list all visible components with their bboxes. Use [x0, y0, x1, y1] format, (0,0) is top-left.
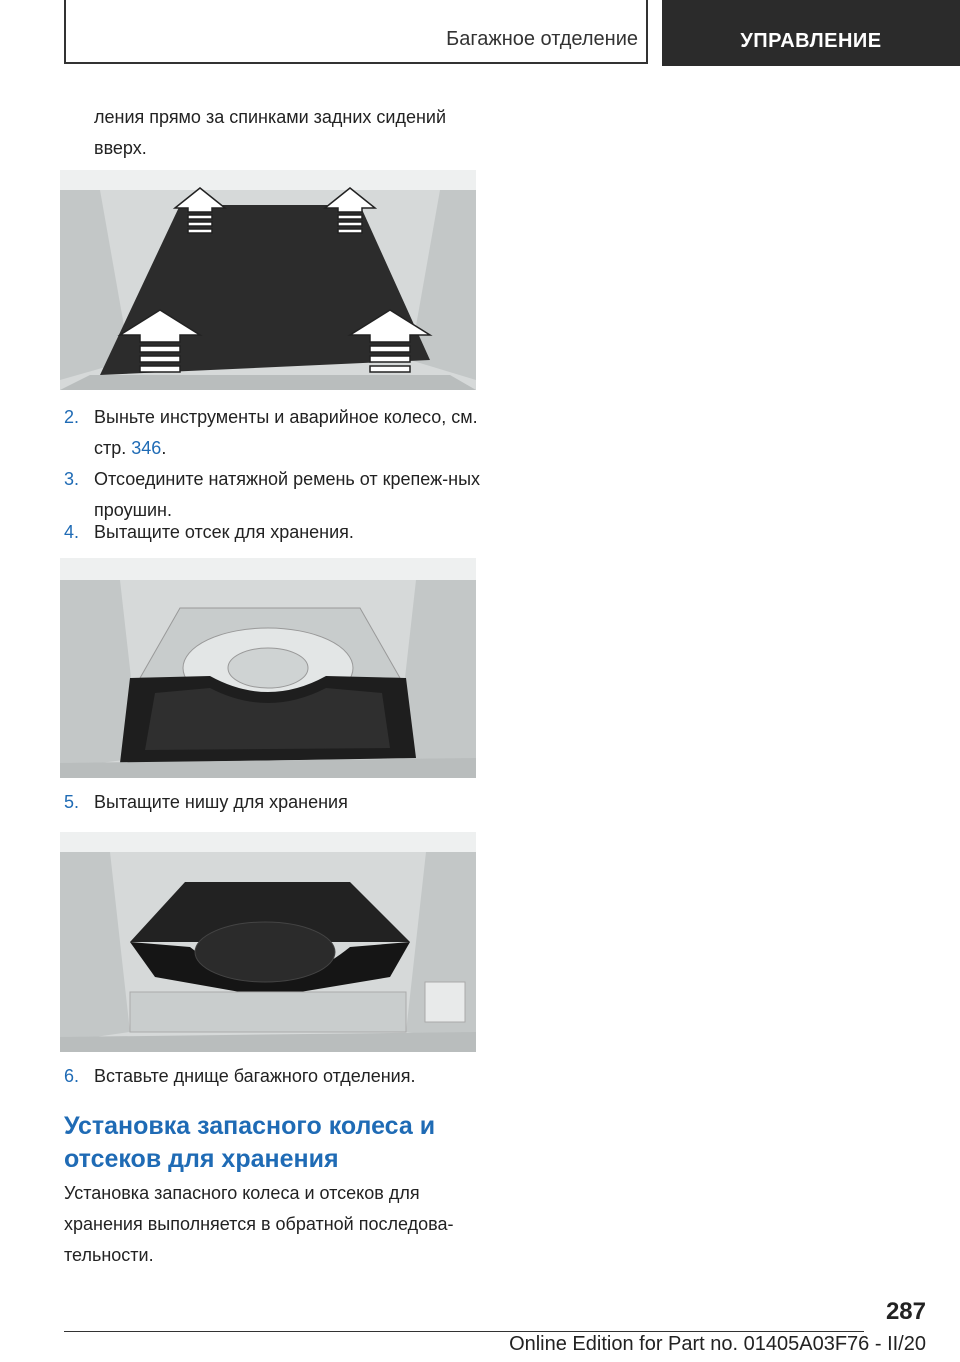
step-text: Вытащите нишу для хранения	[94, 792, 348, 812]
list-item-step-6	[64, 1061, 484, 1092]
footer-divider	[64, 1331, 864, 1332]
step-number: 5.	[64, 792, 80, 812]
step-text: Выньте инструменты и аварийное колесо, см. стр.	[94, 407, 478, 458]
header-section-title: Багажное отделение	[446, 28, 638, 50]
step-number: 3.	[64, 469, 80, 489]
page-number: 287	[885, 1298, 926, 1325]
figure-trunk-floor-arrows	[60, 170, 476, 390]
list-item-step-5	[64, 787, 484, 818]
figure-storage-compartment	[60, 558, 476, 778]
section-heading: Установка запасного колеса и отсеков для хранения	[64, 1112, 436, 1173]
step-text: Вставьте днище багажного отделения.	[94, 1066, 416, 1086]
step-number: 2.	[64, 407, 80, 427]
figure-storage-niche	[60, 832, 476, 1052]
step-number: 4.	[64, 522, 80, 542]
intro-text: ления прямо за спинками задних сидений вверх.	[94, 107, 447, 158]
footer-edition-text: Online Edition for Part no. 01405A03F76 - II/20	[509, 1333, 926, 1355]
page-link-346[interactable]: 346	[131, 438, 162, 458]
list-item-step-2: 2. Выньте инструменты и аварийное колесо, см. стр. 346.	[64, 402, 484, 464]
section-paragraph: Установка запасного колеса и отсеков для хранения выполняется в обратной последова-тельности.	[64, 1183, 454, 1265]
header-chapter-tab: УПРАВЛЕНИЕ	[662, 0, 960, 66]
step-text: Вытащите отсек для хранения.	[94, 522, 354, 542]
list-item-step-4	[64, 517, 484, 548]
step-number: 6.	[64, 1066, 80, 1086]
step-text: Отсоедините натяжной ремень от крепеж-ных проушин.	[94, 469, 481, 520]
